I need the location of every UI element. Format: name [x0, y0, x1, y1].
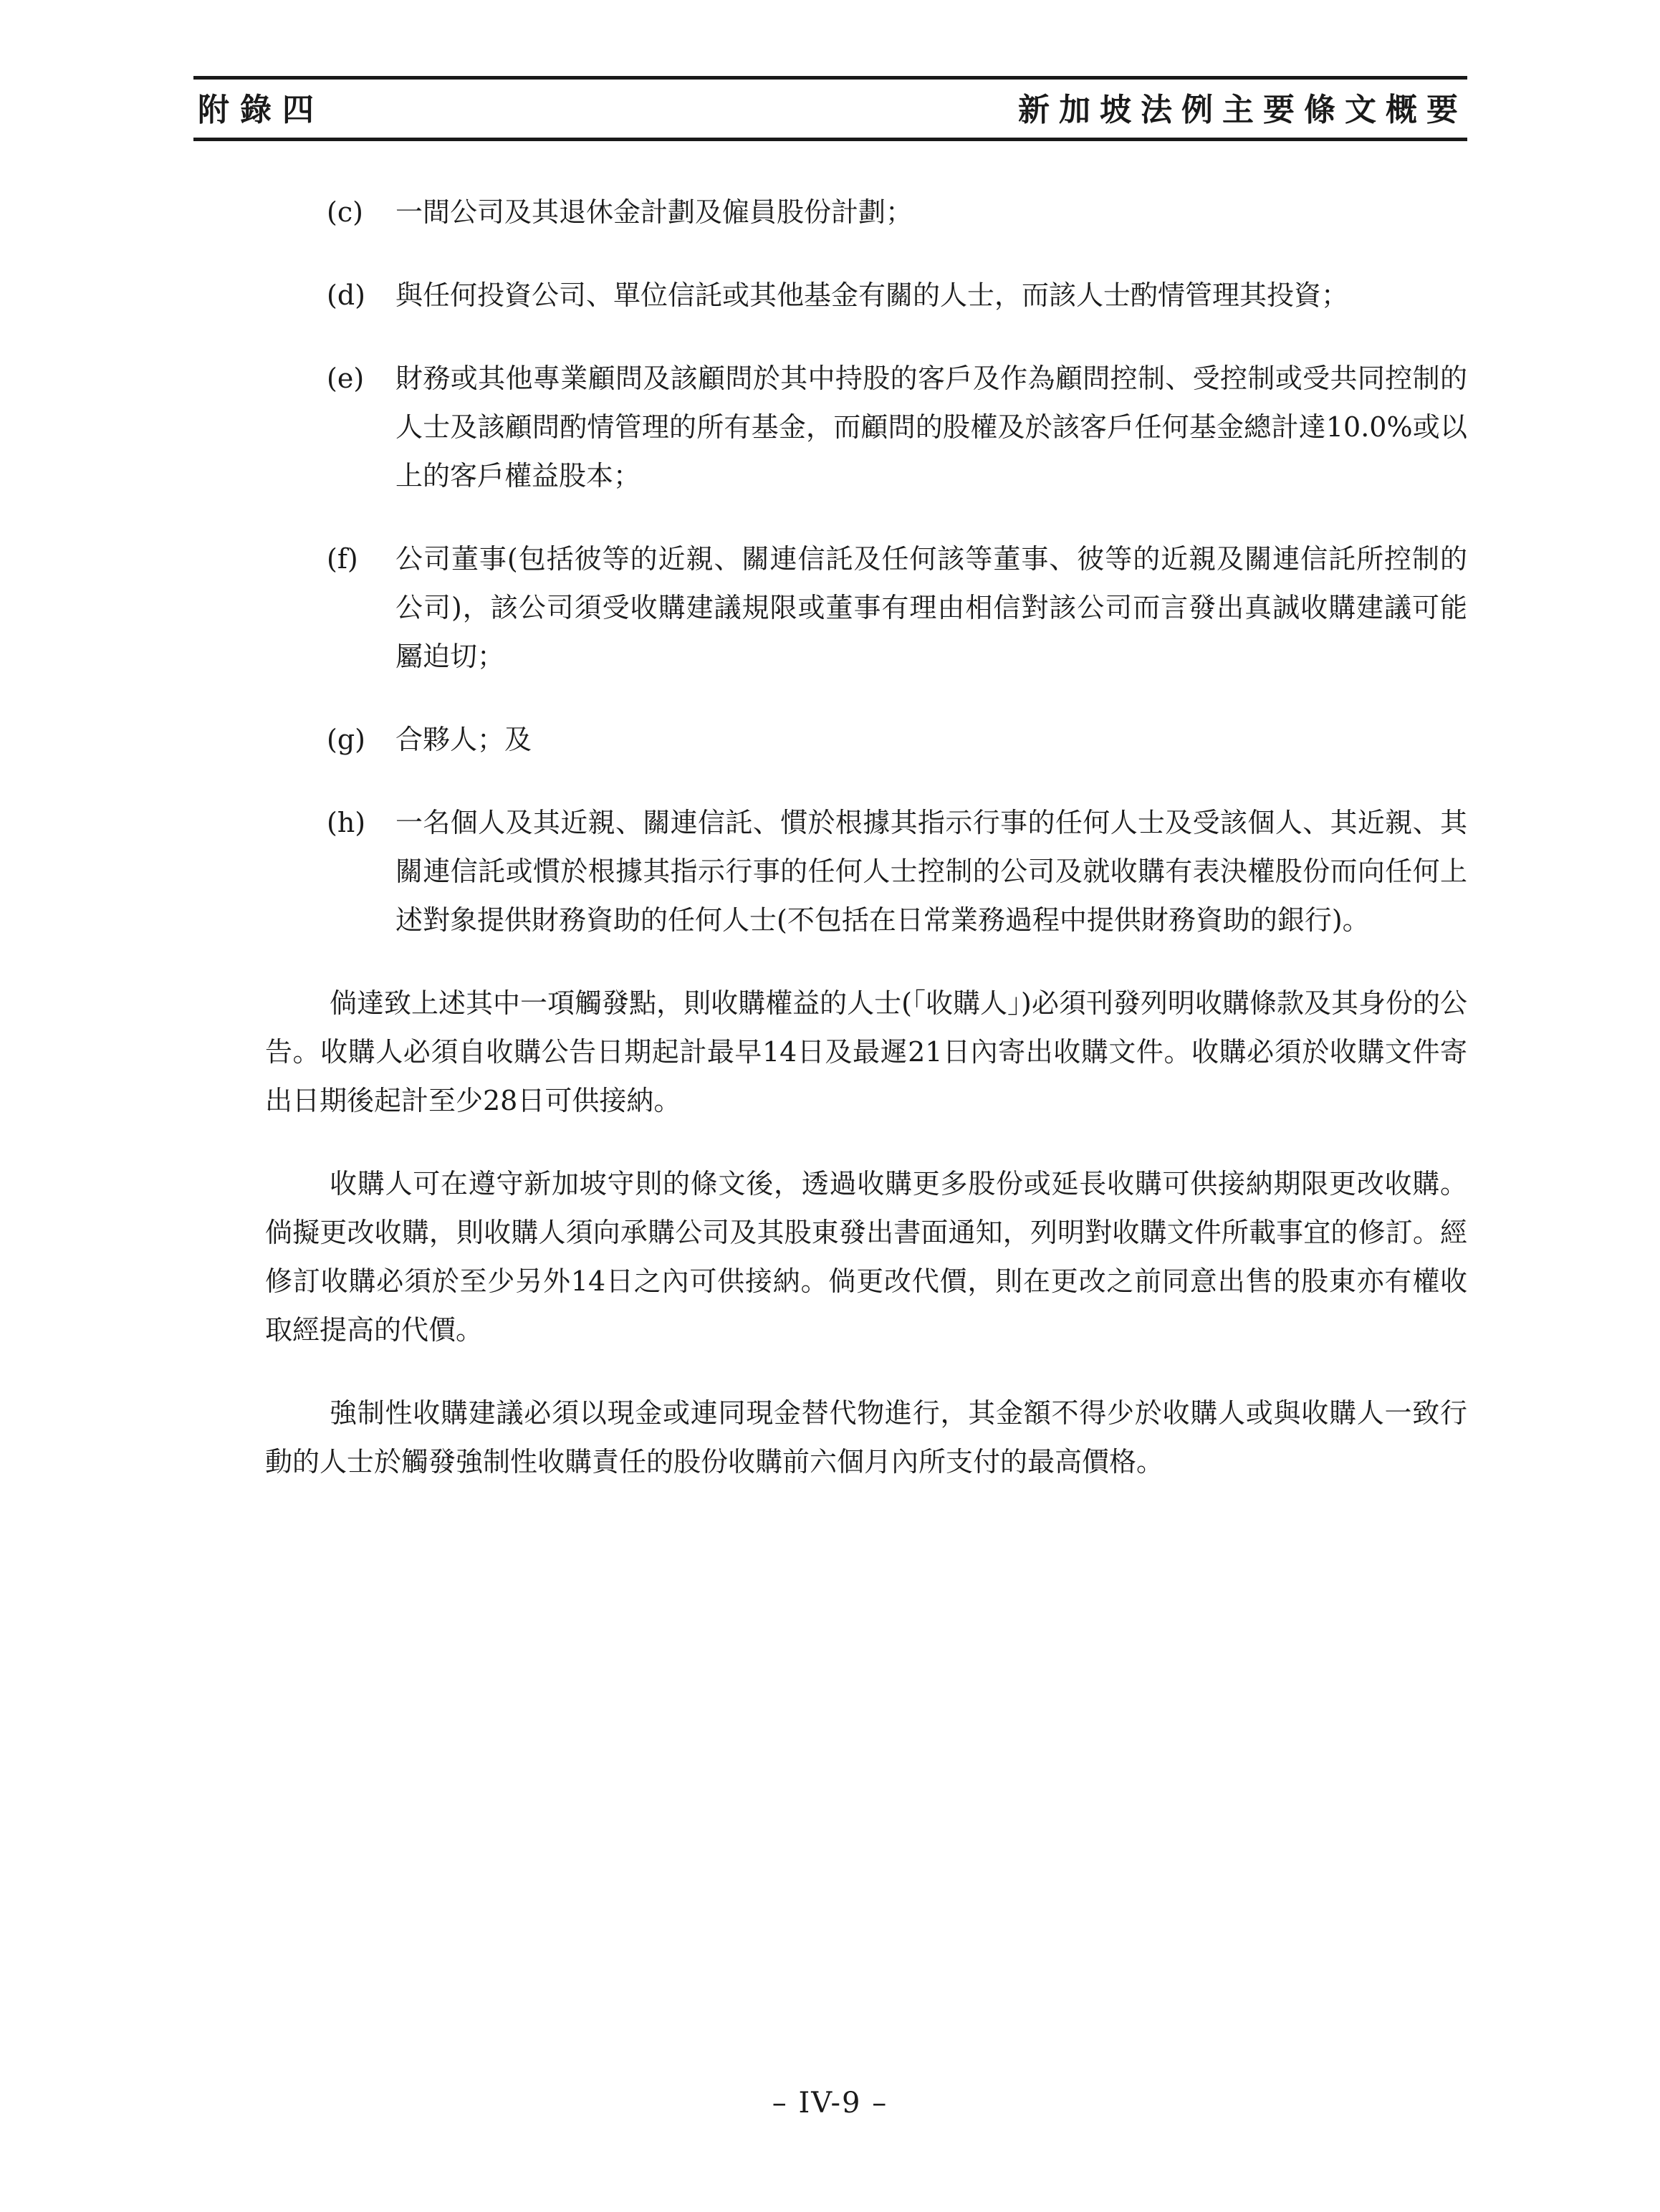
appendix-label: 附錄四 — [198, 92, 325, 128]
list-item-c — [265, 188, 1467, 236]
list-item-f — [265, 535, 1467, 681]
section-title: 新加坡法例主要條文概要 — [1018, 92, 1467, 128]
list-item-e — [265, 354, 1467, 500]
list-marker: (e) — [327, 363, 365, 394]
paragraph-offer-revision: 收購人可在遵守新加坡守則的條文後，透過收購更多股份或延長收購可供接納期限更改收購。倘擬更改收購，則收購人須向承購公司及其股東發出書面通知，列明對收購文件所載事宜的修訂。經修訂收購必須於至少另外14日之內可供接納。倘更改代價，則在更改之前同意出售的股東亦有權收取經提高的代價。 — [265, 1168, 1467, 1346]
list-item-text: 一名個人及其近親、關連信託、慣於根據其指示行事的任何人士及受該個人、其近親、其關連信託或慣於根據其指示行事的任何人士控制的公司及就收購有表決權股份而向任何上述對象提供財務資助的任何人士(不包括在日常業務過程中提供財務資助的銀行)。 — [395, 807, 1467, 936]
list-marker: (f) — [327, 543, 358, 575]
list-item-d — [265, 271, 1467, 320]
page-number: – IV-9 – — [772, 2087, 888, 2120]
list-item-text: 財務或其他專業顧問及該顧問於其中持股的客戶及作為顧問控制、受控制或受共同控制的人士及該顧問酌情管理的所有基金，而顧問的股權及於該客戶任何基金總計達10.0%或以上的客戶權益股本； — [395, 363, 1467, 492]
page-header — [193, 76, 1467, 142]
list-marker: (g) — [327, 724, 365, 755]
document-body — [265, 188, 1467, 1521]
header-top-rule — [193, 76, 1467, 80]
list-item-text: 與任何投資公司、單位信託或其他基金有關的人士，而該人士酌情管理其投資； — [395, 279, 1349, 311]
header-bottom-rule — [193, 138, 1467, 141]
list-marker: (d) — [327, 279, 365, 311]
paragraph-offer-trigger: 倘達致上述其中一項觸發點，則收購權益的人士(「收購人」)必須刊發列明收購條款及其身份的公告。收購人必須自收購公告日期起計最早14日及最遲21日內寄出收購文件。收購必須於收購文件寄出日期後起計至少28日可供接納。 — [265, 987, 1467, 1116]
list-item-text: 一間公司及其退休金計劃及僱員股份計劃； — [395, 196, 913, 228]
list-item-text: 合夥人；及 — [395, 724, 532, 755]
list-item-text: 公司董事(包括彼等的近親、關連信託及任何該等董事、彼等的近親及關連信託所控制的公司)，該公司須受收購建議規限或董事有理由相信對該公司而言發出真誠收購建議可能屬迫切； — [395, 543, 1467, 672]
list-item-g — [265, 715, 1467, 764]
list-marker: (c) — [327, 196, 363, 228]
list-marker: (h) — [327, 807, 366, 838]
list-item-h — [265, 798, 1467, 944]
paragraph-mandatory-offer: 強制性收購建議必須以現金或連同現金替代物進行，其金額不得少於收購人或與收購人一致行動的人士於觸發強制性收購責任的股份收購前六個月內所支付的最高價格。 — [265, 1397, 1467, 1478]
